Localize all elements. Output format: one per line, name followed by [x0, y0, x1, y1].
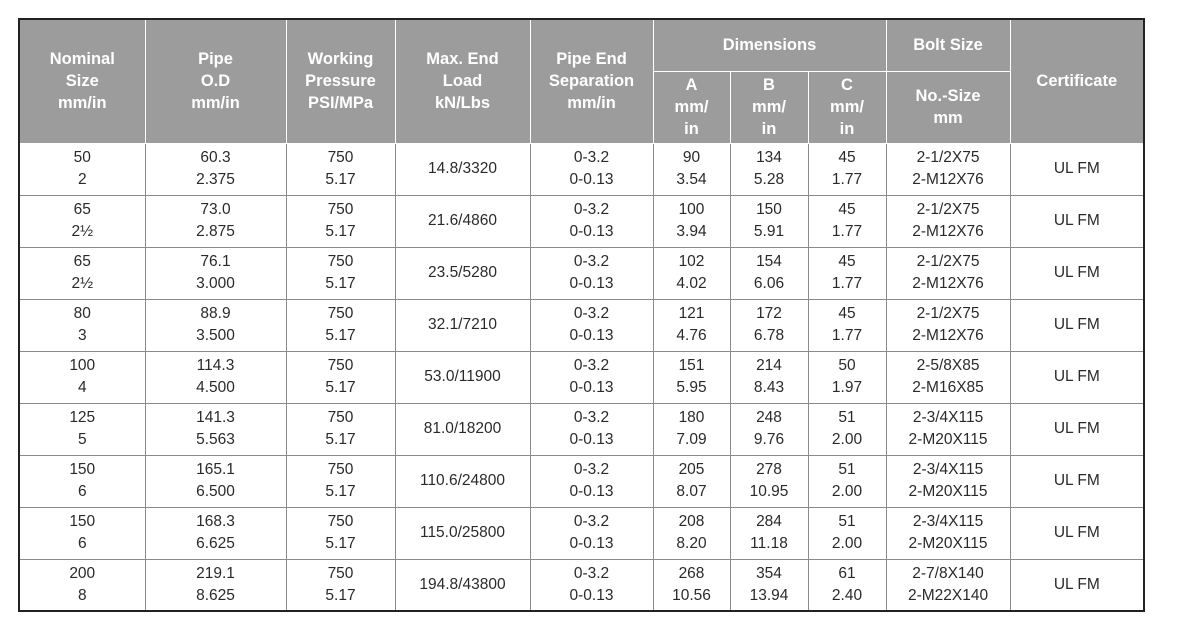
cell-bolt-size — [886, 507, 1010, 559]
cell-bolt-size-line: 2-3/4X115 — [912, 513, 984, 530]
cell-certificate: UL FM — [1010, 403, 1144, 455]
cell-dim-b-line: 248 — [756, 409, 782, 426]
cell-dim-a — [653, 351, 730, 403]
cell-pipe-od-line: 114.3 — [196, 357, 235, 374]
cell-dim-b-line: 10.95 — [749, 483, 789, 500]
cell-dim-c-line: 1.77 — [831, 327, 863, 344]
cell-dim-c-line: 45 — [838, 253, 856, 270]
cell-dim-b-line: 9.76 — [753, 431, 785, 448]
cell-dim-b-line: 354 — [756, 564, 782, 582]
cell-max-end-load: 23.5/5280 — [395, 247, 530, 299]
cell-working-pressure — [286, 455, 395, 507]
cell-pipe-end-separation-line: 0-3.2 — [573, 305, 610, 322]
cell-dim-a — [653, 195, 730, 247]
header-dimensions: Dimensions — [653, 19, 886, 71]
cell-dim-c — [808, 247, 886, 299]
cell-dim-a-line: 180 — [678, 409, 705, 426]
cell-dim-c-line: 45 — [838, 201, 856, 218]
header-dim-c: C mm/ in — [808, 71, 886, 143]
cell-pipe-od — [145, 247, 286, 299]
cell-nominal-size-line: 150 — [69, 461, 96, 478]
cell-working-pressure-line: 5.17 — [325, 483, 356, 500]
cell-dim-b-line: 5.28 — [753, 171, 785, 188]
cell-dim-a-line: 4.76 — [676, 327, 707, 344]
cell-certificate: UL FM — [1010, 195, 1144, 247]
cell-dim-c — [808, 299, 886, 351]
cell-dim-b-line: 172 — [756, 305, 782, 322]
cell-dim-b-line: 284 — [756, 513, 782, 530]
cell-certificate: UL FM — [1010, 299, 1144, 351]
cell-nominal-size-line: 65 — [73, 253, 91, 270]
header-pipe-end-separation: Pipe End Separation mm/in — [530, 19, 653, 143]
cell-pipe-end-separation-line: 0-3.2 — [573, 253, 610, 270]
cell-dim-c-line: 51 — [838, 513, 856, 530]
cell-nominal-size-line: 100 — [69, 357, 96, 374]
cell-pipe-od-line: 4.500 — [196, 379, 235, 396]
cell-dim-c-line: 2.40 — [831, 586, 863, 604]
cell-bolt-size-line: 2-M12X76 — [912, 223, 984, 240]
cell-nominal-size — [19, 507, 145, 559]
cell-working-pressure — [286, 195, 395, 247]
cell-dim-b-line: 6.78 — [753, 327, 785, 344]
cell-dim-b-line: 278 — [756, 461, 782, 478]
cell-pipe-end-separation-line: 0-0.13 — [569, 431, 614, 448]
cell-nominal-size — [19, 195, 145, 247]
cell-dim-b-line: 150 — [756, 201, 782, 218]
cell-working-pressure-line: 750 — [327, 564, 354, 582]
cell-dim-c — [808, 507, 886, 559]
cell-dim-a-line: 121 — [678, 305, 705, 322]
cell-dim-c-line: 2.00 — [831, 431, 863, 448]
cell-dim-c-line: 1.97 — [831, 379, 863, 396]
cell-bolt-size-line: 2-1/2X75 — [916, 305, 980, 322]
cell-bolt-size-line: 2-M16X85 — [912, 379, 984, 396]
cell-working-pressure-line: 750 — [327, 253, 354, 270]
cell-pipe-end-separation-line: 0-3.2 — [573, 564, 610, 582]
cell-pipe-od-line: 3.500 — [196, 327, 235, 344]
cell-nominal-size — [19, 143, 145, 195]
cell-pipe-end-separation-line: 0-0.13 — [569, 327, 614, 344]
cell-bolt-size-line: 2-M12X76 — [912, 327, 984, 344]
cell-dim-c-line: 2.00 — [831, 535, 863, 552]
cell-dim-b — [730, 559, 808, 611]
cell-working-pressure — [286, 403, 395, 455]
cell-dim-b-line: 214 — [756, 357, 782, 374]
table-row — [19, 351, 1144, 403]
cell-dim-a-line: 7.09 — [676, 431, 707, 448]
cell-pipe-od — [145, 403, 286, 455]
cell-pipe-end-separation-line: 0-3.2 — [573, 513, 610, 530]
cell-max-end-load: 115.0/25800 — [395, 507, 530, 559]
cell-pipe-end-separation-line: 0-0.13 — [569, 586, 614, 604]
cell-nominal-size-line: 4 — [77, 379, 87, 396]
cell-dim-b — [730, 143, 808, 195]
cell-nominal-size — [19, 403, 145, 455]
cell-nominal-size-line: 6 — [77, 535, 87, 552]
cell-nominal-size-line: 200 — [69, 564, 96, 582]
cell-certificate: UL FM — [1010, 455, 1144, 507]
cell-max-end-load: 194.8/43800 — [395, 559, 530, 611]
cell-working-pressure-line: 5.17 — [325, 535, 356, 552]
cell-nominal-size-line: 80 — [73, 305, 91, 322]
cell-pipe-od-line: 76.1 — [200, 253, 231, 270]
cell-pipe-end-separation-line: 0-0.13 — [569, 535, 614, 552]
cell-nominal-size-line: 150 — [69, 513, 96, 530]
cell-working-pressure-line: 750 — [327, 149, 354, 166]
cell-dim-a — [653, 403, 730, 455]
cell-working-pressure-line: 5.17 — [325, 379, 356, 396]
cell-max-end-load: 32.1/7210 — [395, 299, 530, 351]
cell-dim-b-line: 11.18 — [750, 535, 788, 552]
cell-max-end-load: 53.0/11900 — [395, 351, 530, 403]
cell-pipe-od-line: 8.625 — [196, 586, 235, 604]
table-row — [19, 195, 1144, 247]
cell-bolt-size — [886, 247, 1010, 299]
cell-pipe-od-line: 141.3 — [196, 409, 235, 426]
cell-bolt-size-line: 2-M12X76 — [912, 275, 984, 292]
cell-nominal-size — [19, 351, 145, 403]
cell-working-pressure-line: 750 — [327, 357, 354, 374]
cell-bolt-size-line: 2-3/4X115 — [912, 409, 984, 426]
cell-bolt-size-line: 2-1/2X75 — [916, 253, 980, 270]
cell-pipe-end-separation-line: 0-0.13 — [569, 275, 614, 292]
cell-dim-a-line: 151 — [678, 357, 705, 374]
cell-nominal-size — [19, 559, 145, 611]
table-row — [19, 559, 1144, 611]
cell-nominal-size-line: 65 — [73, 201, 91, 218]
table-row — [19, 507, 1144, 559]
cell-bolt-size — [886, 455, 1010, 507]
cell-dim-c-line: 45 — [838, 149, 856, 166]
cell-pipe-od-line: 88.9 — [200, 305, 231, 322]
cell-bolt-size-line: 2-1/2X75 — [916, 149, 980, 166]
cell-dim-c-line: 61 — [838, 564, 856, 582]
table-row — [19, 143, 1144, 195]
cell-pipe-end-separation — [530, 299, 653, 351]
cell-dim-a-line: 3.54 — [676, 171, 707, 188]
cell-bolt-size-line: 2-M20X115 — [908, 483, 988, 500]
cell-dim-a-line: 205 — [678, 461, 705, 478]
cell-dim-a — [653, 507, 730, 559]
cell-pipe-end-separation — [530, 507, 653, 559]
cell-bolt-size-line: 2-M22X140 — [907, 586, 989, 604]
cell-bolt-size — [886, 299, 1010, 351]
cell-pipe-end-separation — [530, 559, 653, 611]
cell-working-pressure — [286, 507, 395, 559]
cell-max-end-load: 14.8/3320 — [395, 143, 530, 195]
header-dim-b: B mm/ in — [730, 71, 808, 143]
cell-dim-a-line: 100 — [678, 201, 705, 218]
cell-pipe-end-separation-line: 0-0.13 — [569, 223, 614, 240]
cell-max-end-load: 110.6/24800 — [395, 455, 530, 507]
cell-dim-b-line: 8.43 — [753, 379, 785, 396]
cell-dim-a-line: 5.95 — [676, 379, 707, 396]
cell-nominal-size — [19, 455, 145, 507]
cell-working-pressure-line: 5.17 — [325, 223, 356, 240]
cell-max-end-load: 21.6/4860 — [395, 195, 530, 247]
cell-pipe-end-separation-line: 0-3.2 — [573, 149, 610, 166]
table-row — [19, 455, 1144, 507]
cell-pipe-od-line: 6.625 — [196, 535, 235, 552]
cell-nominal-size — [19, 299, 145, 351]
cell-dim-a-line: 8.20 — [676, 535, 707, 552]
cell-working-pressure-line: 750 — [327, 409, 354, 426]
cell-pipe-end-separation-line: 0-3.2 — [573, 461, 610, 478]
cell-working-pressure-line: 5.17 — [325, 275, 356, 292]
cell-working-pressure — [286, 247, 395, 299]
cell-working-pressure — [286, 559, 395, 611]
cell-working-pressure — [286, 351, 395, 403]
cell-nominal-size-line: 5 — [77, 431, 87, 448]
cell-dim-a — [653, 247, 730, 299]
cell-pipe-od-line: 168.3 — [196, 513, 235, 530]
cell-bolt-size-line: 2-M12X76 — [912, 171, 984, 188]
cell-dim-b — [730, 507, 808, 559]
cell-bolt-size-line: 2-M20X115 — [908, 431, 988, 448]
coupling-spec-table — [18, 18, 1145, 612]
cell-dim-c-line: 1.77 — [831, 171, 863, 188]
cell-nominal-size-line: 2 — [77, 171, 87, 188]
cell-bolt-size — [886, 559, 1010, 611]
cell-dim-a-line: 4.02 — [676, 275, 707, 292]
cell-dim-c-line: 1.77 — [831, 223, 863, 240]
cell-dim-c — [808, 143, 886, 195]
cell-dim-b-line: 13.94 — [749, 586, 789, 604]
cell-dim-a-line: 8.07 — [676, 483, 707, 500]
cell-pipe-od — [145, 507, 286, 559]
cell-dim-b — [730, 247, 808, 299]
cell-pipe-od-line: 73.0 — [200, 201, 231, 218]
cell-dim-c-line: 51 — [838, 409, 856, 426]
header-working-pressure: Working Pressure PSI/MPa — [286, 19, 395, 143]
cell-pipe-od-line: 60.3 — [200, 149, 231, 166]
cell-working-pressure-line: 750 — [327, 305, 354, 322]
cell-dim-b — [730, 403, 808, 455]
cell-pipe-od-line: 165.1 — [196, 461, 235, 478]
cell-working-pressure — [286, 143, 395, 195]
header-nominal-size: Nominal Size mm/in — [19, 19, 145, 143]
cell-certificate: UL FM — [1010, 247, 1144, 299]
header-bolt-no-size: No.-Size mm — [886, 71, 1010, 143]
cell-max-end-load: 81.0/18200 — [395, 403, 530, 455]
cell-pipe-end-separation-line: 0-0.13 — [569, 379, 614, 396]
cell-dim-b — [730, 195, 808, 247]
cell-dim-a — [653, 299, 730, 351]
table-row — [19, 299, 1144, 351]
cell-dim-b-line: 154 — [756, 253, 782, 270]
cell-nominal-size-line: 8 — [77, 586, 87, 604]
cell-pipe-od-line: 2.875 — [196, 223, 235, 240]
cell-pipe-od-line: 3.000 — [196, 275, 235, 292]
cell-dim-a-line: 268 — [678, 564, 705, 582]
cell-pipe-end-separation — [530, 455, 653, 507]
cell-dim-b — [730, 351, 808, 403]
cell-pipe-end-separation — [530, 351, 653, 403]
cell-pipe-od-line: 6.500 — [196, 483, 235, 500]
cell-dim-b-line: 5.91 — [753, 223, 785, 240]
cell-nominal-size-line: 3 — [77, 327, 87, 344]
cell-dim-c — [808, 455, 886, 507]
cell-bolt-size-line: 2-1/2X75 — [916, 201, 980, 218]
cell-dim-c-line: 50 — [838, 357, 856, 374]
cell-pipe-end-separation-line: 0-3.2 — [573, 357, 610, 374]
cell-bolt-size-line: 2-5/8X85 — [916, 357, 980, 374]
cell-dim-c — [808, 403, 886, 455]
cell-pipe-end-separation-line: 0-3.2 — [573, 409, 610, 426]
cell-bolt-size — [886, 195, 1010, 247]
cell-dim-b — [730, 299, 808, 351]
cell-certificate: UL FM — [1010, 507, 1144, 559]
cell-nominal-size — [19, 247, 145, 299]
cell-certificate: UL FM — [1010, 351, 1144, 403]
cell-dim-c-line: 1.77 — [831, 275, 863, 292]
cell-bolt-size-line: 2-M20X115 — [908, 535, 988, 552]
header-dim-a: A mm/ in — [653, 71, 730, 143]
cell-pipe-od-line: 5.563 — [196, 431, 235, 448]
cell-dim-a — [653, 143, 730, 195]
cell-dim-a — [653, 559, 730, 611]
cell-pipe-od-line: 2.375 — [196, 171, 235, 188]
cell-pipe-od — [145, 143, 286, 195]
cell-nominal-size-line: 50 — [73, 149, 91, 166]
cell-working-pressure-line: 750 — [327, 201, 354, 218]
cell-pipe-od — [145, 299, 286, 351]
cell-nominal-size-line: 6 — [77, 483, 87, 500]
cell-working-pressure-line: 750 — [327, 461, 354, 478]
cell-dim-c — [808, 195, 886, 247]
cell-dim-c — [808, 351, 886, 403]
cell-dim-a-line: 102 — [678, 253, 705, 270]
cell-dim-a — [653, 455, 730, 507]
cell-pipe-od — [145, 455, 286, 507]
cell-pipe-end-separation-line: 0-0.13 — [569, 171, 614, 188]
cell-working-pressure-line: 750 — [327, 513, 354, 530]
cell-bolt-size-line: 2-7/8X140 — [912, 564, 984, 582]
cell-nominal-size-line: 2½ — [71, 275, 94, 292]
cell-working-pressure-line: 5.17 — [325, 586, 356, 604]
cell-bolt-size-line: 2-3/4X115 — [912, 461, 984, 478]
table-row — [19, 403, 1144, 455]
cell-pipe-od-line: 219.1 — [196, 564, 235, 582]
cell-bolt-size — [886, 403, 1010, 455]
cell-working-pressure — [286, 299, 395, 351]
cell-pipe-end-separation-line: 0-3.2 — [573, 201, 610, 218]
cell-dim-c-line: 2.00 — [831, 483, 863, 500]
cell-bolt-size — [886, 143, 1010, 195]
cell-dim-a-line: 90 — [682, 149, 701, 166]
cell-certificate: UL FM — [1010, 143, 1144, 195]
cell-pipe-od — [145, 351, 286, 403]
cell-dim-a-line: 208 — [678, 513, 705, 530]
cell-dim-c-line: 45 — [838, 305, 856, 322]
cell-nominal-size-line: 2½ — [71, 223, 94, 240]
cell-dim-c-line: 51 — [838, 461, 856, 478]
header-bolt-size: Bolt Size — [886, 19, 1010, 71]
header-max-end-load: Max. End Load kN/Lbs — [395, 19, 530, 143]
cell-bolt-size — [886, 351, 1010, 403]
table-row — [19, 247, 1144, 299]
cell-dim-c — [808, 559, 886, 611]
cell-dim-b — [730, 455, 808, 507]
cell-working-pressure-line: 5.17 — [325, 171, 356, 188]
cell-dim-b-line: 6.06 — [753, 275, 785, 292]
header-certificate: Certificate — [1010, 19, 1144, 143]
cell-dim-a-line: 10.56 — [672, 586, 711, 604]
table-body — [19, 143, 1144, 611]
cell-working-pressure-line: 5.17 — [325, 327, 356, 344]
cell-dim-a-line: 3.94 — [676, 223, 707, 240]
cell-dim-b-line: 134 — [756, 149, 782, 166]
cell-pipe-end-separation — [530, 403, 653, 455]
cell-pipe-end-separation — [530, 143, 653, 195]
cell-certificate: UL FM — [1010, 559, 1144, 611]
header-pipe-od: Pipe O.D mm/in — [145, 19, 286, 143]
cell-pipe-end-separation — [530, 247, 653, 299]
cell-pipe-od — [145, 195, 286, 247]
cell-nominal-size-line: 125 — [69, 409, 96, 426]
cell-pipe-od — [145, 559, 286, 611]
cell-pipe-end-separation — [530, 195, 653, 247]
cell-pipe-end-separation-line: 0-0.13 — [569, 483, 614, 500]
cell-working-pressure-line: 5.17 — [325, 431, 356, 448]
